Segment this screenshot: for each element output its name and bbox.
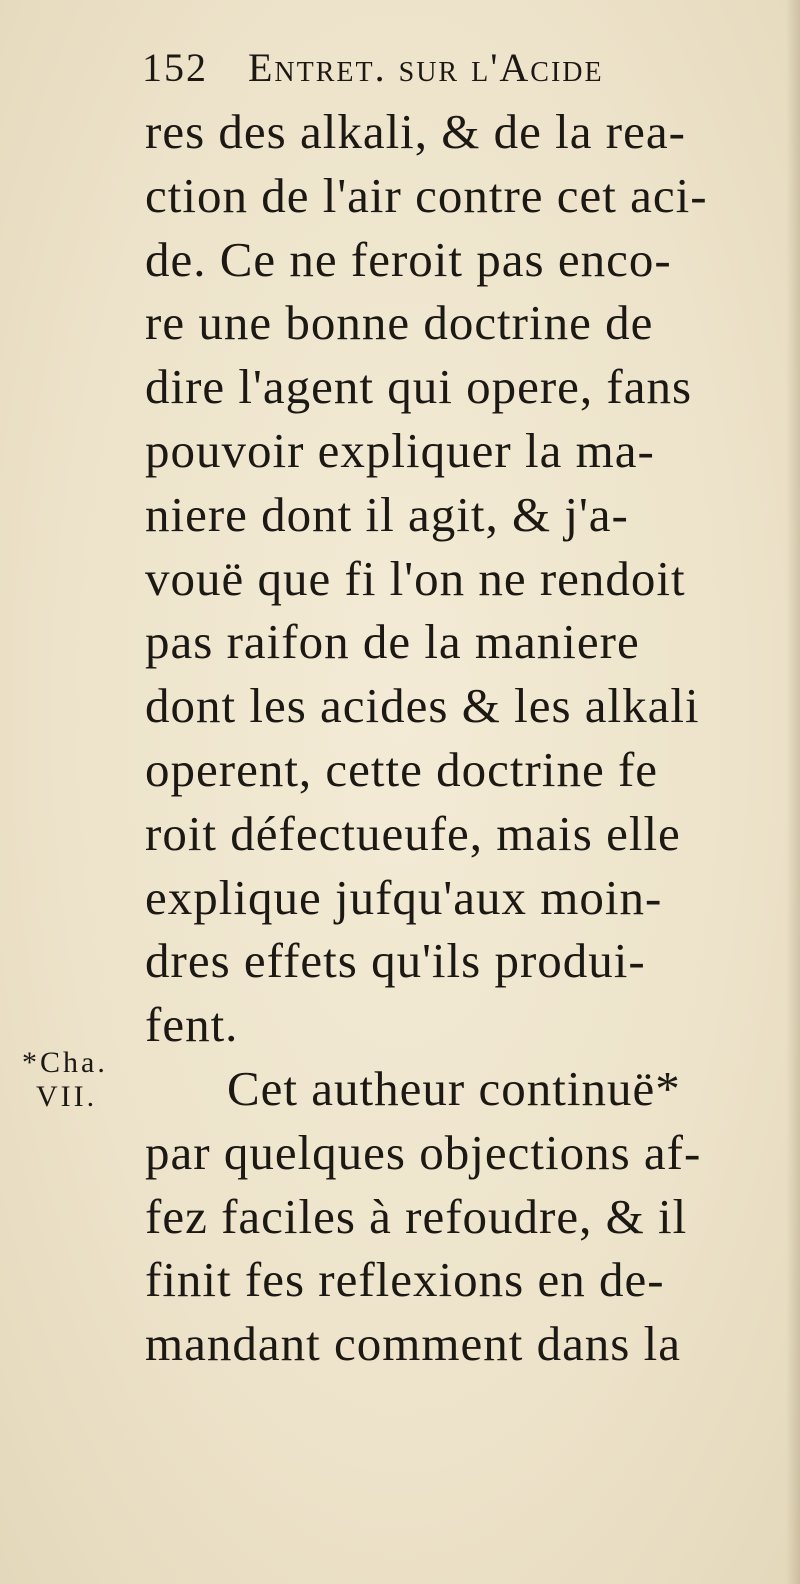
text-line: pas raifon de la maniere	[145, 614, 640, 670]
text-line: explique jufqu'aux moin-	[145, 869, 663, 925]
text-line: dont les acides & les alkali	[145, 678, 700, 734]
margin-note-line-2: VII.	[36, 1080, 98, 1113]
text-line: operent, cette doctrine fe	[145, 741, 659, 797]
text-line: dire l'agent qui opere, fans	[145, 359, 693, 415]
text-line: pouvoir expliquer la ma-	[145, 422, 655, 478]
text-line: roit défectueufe, mais elle	[145, 805, 681, 861]
text-line: de. Ce ne feroit pas enco-	[145, 231, 672, 287]
margin-note	[22, 1046, 132, 1114]
text-line: par quelques objections af-	[145, 1124, 702, 1180]
page-number: 152	[142, 45, 208, 90]
text-line: niere dont il agit, & j'a-	[145, 486, 629, 542]
page-header	[142, 44, 604, 94]
body-text	[145, 100, 795, 1376]
text-line: fez faciles à refoudre, & il	[145, 1188, 688, 1244]
margin-note-line-1: *Cha.	[22, 1046, 108, 1079]
text-line: re une bonne doctrine de	[145, 295, 654, 351]
text-line: res des alkali, & de la rea-	[145, 104, 686, 159]
text-line: mandant comment dans la	[145, 1316, 681, 1372]
text-line: dres effets qu'ils produi-	[145, 933, 646, 989]
text-line: finit fes reflexions en de-	[145, 1252, 665, 1308]
text-line: ction de l'air contre cet aci-	[145, 167, 708, 223]
text-line: vouë que fi l'on ne rendoit	[145, 550, 686, 606]
text-line: Cet autheur continuë*	[227, 1060, 681, 1116]
running-title: Entret. sur l'Acide	[248, 45, 604, 90]
text-line: fent.	[145, 997, 239, 1053]
